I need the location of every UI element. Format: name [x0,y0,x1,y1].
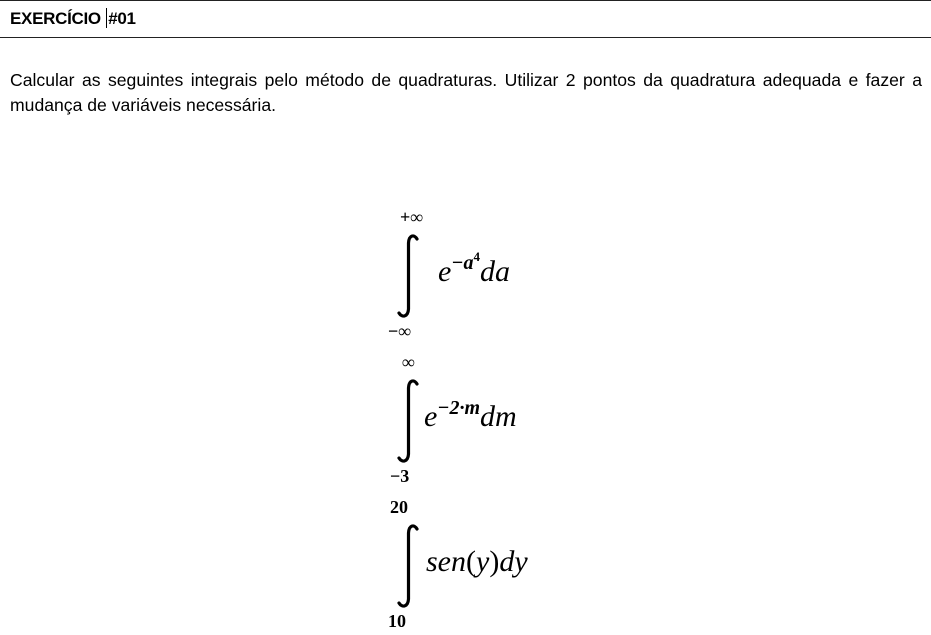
integral-2-upper-limit: ∞ [402,352,415,372]
integral-2 [380,352,600,490]
integral-1-exponent: −a [451,252,474,274]
integral-2-differential: dm [480,400,517,433]
integral-3-differential: dy [499,545,528,578]
integral-1-lower-limit: −∞ [388,321,412,341]
integral-3-lower-limit: 10 [388,611,406,631]
integral-2-base: e [424,400,438,433]
instruction-text: Calcular as seguintes integrais pelo método de quadraturas. Utilizar 2 pontos da quadratura adequada e fazer a mudança de variáveis necessária. [10,70,922,115]
integral-3-close-paren: ) [489,545,500,578]
integral-1-upper-limit: +∞ [400,207,424,227]
integral-3 [380,497,600,635]
exercise-header [0,0,931,38]
integral-sign-icon [393,523,423,609]
integral-3-upper-limit: 20 [390,497,408,517]
integral-3-argument: y [476,545,490,578]
integral-1-base: e [438,255,452,288]
exercise-title-number: #01 [108,9,136,28]
integral-3-function: sen [426,545,466,578]
exercise-title-label: EXERCÍCIO [10,9,106,28]
exercise-title [10,8,136,29]
integral-2-exponent: −2·m [437,397,481,419]
integral-3-integrand [426,545,528,579]
integral-1-exponent-power: 4 [473,249,480,264]
integral-2-lower-limit: −3 [390,466,410,486]
integral-sign-icon [393,233,423,319]
integral-3-open-paren: ( [466,545,476,578]
integral-1-differential: da [479,255,510,288]
integral-1 [380,207,600,345]
integral-sign-icon [393,378,423,464]
integral-1-integrand [438,249,510,294]
integral-2-integrand [424,397,517,437]
